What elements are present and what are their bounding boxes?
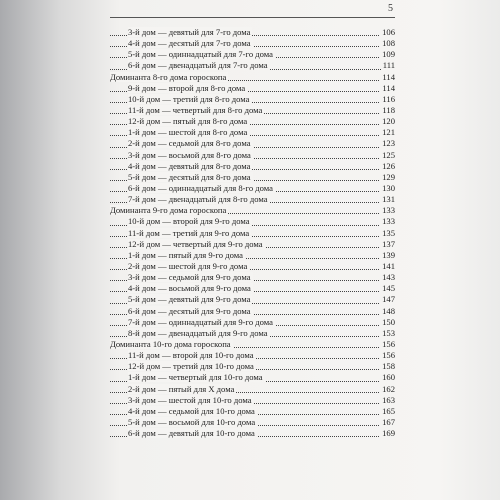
toc-entry bbox=[110, 228, 395, 239]
toc-entry-title: 11-й дом — третий для 9-го дома bbox=[128, 227, 250, 238]
toc-entry-page: 162 bbox=[382, 383, 395, 394]
toc-entry-page: 133 bbox=[382, 216, 395, 227]
toc-entry-page: 163 bbox=[382, 394, 395, 405]
toc-entry-title: 1-й дом — шестой для 8-го дома bbox=[128, 127, 248, 138]
toc-entry bbox=[110, 138, 395, 149]
toc-entry bbox=[110, 172, 395, 183]
toc-entry-title: 2-й дом — седьмой для 8-го дома bbox=[128, 138, 251, 149]
toc-entry bbox=[110, 38, 395, 49]
toc-entry-page: 114 bbox=[382, 82, 395, 93]
toc-entry-title: 3-й дом — шестой для 10-го дома bbox=[128, 394, 252, 405]
toc-entry-page: 109 bbox=[382, 49, 395, 60]
toc-entry-title: Доминанта 9-го дома гороскопа bbox=[110, 205, 227, 216]
toc-entry-page: 156 bbox=[382, 350, 395, 361]
toc-entry bbox=[110, 105, 395, 116]
toc-entry-page: 145 bbox=[382, 283, 395, 294]
toc-entry bbox=[110, 372, 395, 383]
toc-entry-page: 106 bbox=[382, 27, 395, 37]
toc-entry-page: 114 bbox=[382, 71, 395, 82]
toc-entry bbox=[110, 60, 395, 71]
toc-entry-page: 108 bbox=[382, 38, 395, 49]
toc-entry-title: 10-й дом — третий для 8-го дома bbox=[128, 93, 250, 104]
toc-entry-title: 10-й дом — второй для 9-го дома bbox=[128, 216, 250, 227]
toc-entry bbox=[110, 306, 395, 317]
toc-entry-page: 160 bbox=[382, 372, 395, 383]
toc-entry bbox=[110, 49, 395, 60]
toc-entry bbox=[110, 161, 395, 172]
toc-entry-title: 3-й дом — девятый для 7-го дома bbox=[128, 27, 251, 37]
toc-entry-page: 121 bbox=[382, 127, 395, 138]
toc-entry bbox=[110, 127, 395, 138]
toc-entry-title: 7-й дом — двенадцатый для 8-го дома bbox=[128, 194, 268, 205]
toc-entry-page: 135 bbox=[382, 227, 395, 238]
toc-entry-title: 1-й дом — четвертый для 10-го дома bbox=[128, 372, 263, 383]
toc-entry bbox=[110, 406, 395, 417]
toc-entry bbox=[110, 216, 395, 227]
toc-entry-page: 148 bbox=[382, 305, 395, 316]
toc-entry bbox=[110, 194, 395, 205]
toc-entry-page: 143 bbox=[382, 272, 395, 283]
toc-entry-page: 139 bbox=[382, 249, 395, 260]
toc-entry-page: 120 bbox=[382, 116, 395, 127]
toc-entry-title: 5-й дом — девятый для 9-го дома bbox=[128, 294, 251, 305]
toc-entry-title: 12-й дом — четвертый для 9-го дома bbox=[128, 238, 263, 249]
toc-entry bbox=[110, 116, 395, 127]
toc-entry-title: 9-й дом — второй для 8-го дома bbox=[128, 82, 246, 93]
toc-entry-title: 11-й дом — четвертый для 8-го дома bbox=[128, 104, 263, 115]
toc-entry-page: 131 bbox=[382, 194, 395, 205]
toc-entry bbox=[110, 27, 395, 38]
toc-entry-title: 1-й дом — пятый для 9-го дома bbox=[128, 249, 243, 260]
toc-entry bbox=[110, 428, 395, 439]
toc-section-heading bbox=[110, 72, 395, 83]
toc-entry bbox=[110, 361, 395, 372]
toc-entry-page: 126 bbox=[382, 160, 395, 171]
toc-entry-title: 2-й дом — шестой для 9-го дома bbox=[128, 260, 248, 271]
toc-entry-title: 4-й дом — девятый для 8-го дома bbox=[128, 160, 251, 171]
toc-entry-page: 165 bbox=[382, 405, 395, 416]
toc-entry bbox=[110, 272, 395, 283]
toc-entry-title: Доминанта 8-го дома гороскопа bbox=[110, 71, 227, 82]
toc-entry bbox=[110, 395, 395, 406]
toc-entry bbox=[110, 239, 395, 250]
toc-entry bbox=[110, 328, 395, 339]
toc-entry bbox=[110, 384, 395, 395]
book-page bbox=[110, 0, 395, 500]
toc-entry-page: 150 bbox=[382, 316, 395, 327]
toc-entry bbox=[110, 183, 395, 194]
toc-entry bbox=[110, 83, 395, 94]
toc-entry-page: 158 bbox=[382, 361, 395, 372]
header-rule bbox=[110, 17, 395, 18]
toc-entry-title: 4-й дом — десятый для 7-го дома bbox=[128, 38, 251, 49]
toc-entry-title: Доминанта 10-го дома гороскопа bbox=[110, 338, 231, 349]
toc-entry-page: 111 bbox=[382, 60, 395, 71]
toc-entry-page: 153 bbox=[382, 327, 395, 338]
toc-entry-page: 116 bbox=[382, 93, 395, 104]
toc-section-heading bbox=[110, 205, 395, 216]
toc-entry-page: 118 bbox=[382, 104, 395, 115]
toc-entry-page: 141 bbox=[382, 260, 395, 271]
toc-entry bbox=[110, 261, 395, 272]
toc-entry-title: 3-й дом — седьмой для 9-го дома bbox=[128, 272, 251, 283]
toc-entry-title: 12-й дом — пятый для 8-го дома bbox=[128, 116, 248, 127]
toc-entry bbox=[110, 150, 395, 161]
toc-entry-title: 12-й дом — третий для 10-го дома bbox=[128, 361, 254, 372]
toc-entry-title: 5-й дом — восьмой для 10-го дома bbox=[128, 416, 256, 427]
toc-entry-title: 6-й дом — десятый для 9-го дома bbox=[128, 305, 251, 316]
table-of-contents bbox=[110, 27, 395, 439]
toc-entry bbox=[110, 94, 395, 105]
toc-entry-page: 130 bbox=[382, 182, 395, 193]
toc-entry bbox=[110, 283, 395, 294]
toc-entry-title: 7-й дом — одиннадцатый для 9-го дома bbox=[128, 316, 273, 327]
toc-entry-page: 167 bbox=[382, 416, 395, 427]
toc-entry bbox=[110, 417, 395, 428]
toc-entry bbox=[110, 294, 395, 305]
toc-entry-page: 123 bbox=[382, 138, 395, 149]
toc-entry-page: 125 bbox=[382, 149, 395, 160]
toc-entry-title: 5-й дом — десятый для 8-го дома bbox=[128, 171, 251, 182]
toc-entry-page: 169 bbox=[382, 428, 395, 439]
page-number: 5 bbox=[388, 3, 393, 14]
toc-entry-title: 11-й дом — второй для 10-го дома bbox=[128, 350, 254, 361]
toc-entry-page: 156 bbox=[382, 338, 395, 349]
toc-section-heading bbox=[110, 339, 395, 350]
toc-entry-title: 6-й дом — двенадцатый для 7-го дома bbox=[128, 60, 268, 71]
toc-entry-title: 6-й дом — одиннадцатый для 8-го дома bbox=[128, 182, 273, 193]
toc-entry-page: 147 bbox=[382, 294, 395, 305]
toc-entry-title: 6-й дом — девятый для 10-го дома bbox=[128, 428, 255, 439]
toc-entry-page: 133 bbox=[382, 205, 395, 216]
toc-entry-page: 129 bbox=[382, 171, 395, 182]
toc-entry-title: 3-й дом — восьмой для 8-го дома bbox=[128, 149, 251, 160]
toc-entry-title: 2-й дом — пятый для X дома bbox=[128, 383, 235, 394]
toc-entry-title: 5-й дом — одиннадцатый для 7-го дома bbox=[128, 49, 273, 60]
toc-entry-title: 8-й дом — двенадцатый для 9-го дома bbox=[128, 327, 268, 338]
toc-entry bbox=[110, 250, 395, 261]
toc-entry-title: 4-й дом — восьмой для 9-го дома bbox=[128, 283, 251, 294]
toc-entry-page: 137 bbox=[382, 238, 395, 249]
toc-entry bbox=[110, 350, 395, 361]
toc-entry bbox=[110, 317, 395, 328]
toc-entry-title: 4-й дом — седьмой для 10-го дома bbox=[128, 405, 255, 416]
